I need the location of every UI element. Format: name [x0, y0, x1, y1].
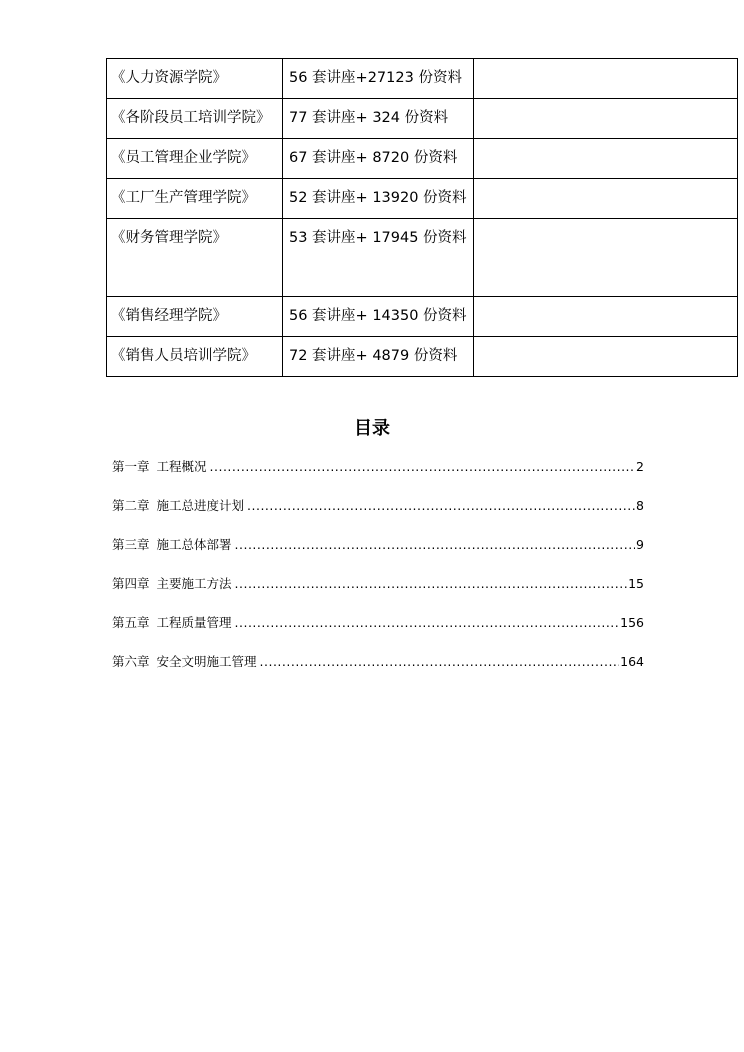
course-name-cell: 《财务管理学院》: [107, 219, 283, 297]
toc-chapter-title: 施工总进度计划: [156, 498, 245, 513]
course-name-cell: 《销售经理学院》: [107, 297, 283, 337]
catalog-table: [106, 58, 738, 377]
toc-entry-2[interactable]: [112, 497, 644, 536]
toc-page-number: 156: [620, 615, 644, 630]
toc-entry-6[interactable]: [112, 653, 644, 692]
toc-chapter-number: 第六章: [112, 654, 150, 669]
course-note-cell: [474, 337, 738, 377]
toc-page-number: 9: [636, 537, 644, 552]
toc-entry-3[interactable]: [112, 536, 644, 575]
table-row: [107, 59, 738, 99]
toc-entry-5[interactable]: [112, 614, 644, 653]
toc-chapter-title: 主要施工方法: [156, 576, 232, 591]
toc-chapter-number: 第四章: [112, 576, 150, 591]
toc-chapter-number: 第三章: [112, 537, 150, 552]
course-content-cell: 72 套讲座+ 4879 份资料: [283, 337, 474, 377]
course-note-cell: [474, 139, 738, 179]
toc-chapter-title: 工程概况: [156, 459, 207, 474]
table-row: [107, 297, 738, 337]
course-note-cell: [474, 99, 738, 139]
toc-leader-dots: [235, 575, 628, 593]
course-name-cell: 《销售人员培训学院》: [107, 337, 283, 377]
course-content-cell: 67 套讲座+ 8720 份资料: [283, 139, 474, 179]
course-name-cell: 《各阶段员工培训学院》: [107, 99, 283, 139]
course-content-cell: 52 套讲座+ 13920 份资料: [283, 179, 474, 219]
toc-entry-1[interactable]: [112, 458, 644, 497]
table-row: [107, 219, 738, 297]
toc-page-number: 2: [636, 459, 644, 474]
course-content-cell: 56 套讲座+ 14350 份资料: [283, 297, 474, 337]
toc-chapter-title: 工程质量管理: [156, 615, 232, 630]
course-note-cell: [474, 179, 738, 219]
course-content-cell: 77 套讲座+ 324 份资料: [283, 99, 474, 139]
table-row: [107, 179, 738, 219]
course-name-cell: 《人力资源学院》: [107, 59, 283, 99]
toc-leader-dots: [260, 653, 620, 671]
course-note-cell: [474, 59, 738, 99]
toc-chapter-title: 安全文明施工管理: [156, 654, 257, 669]
toc-chapter-title: 施工总体部署: [156, 537, 232, 552]
toc-page-number: 164: [620, 654, 644, 669]
toc-list: [112, 458, 644, 692]
course-name-cell: 《工厂生产管理学院》: [107, 179, 283, 219]
toc-chapter-number: 第一章: [112, 459, 150, 474]
toc-title: 目录: [354, 418, 390, 439]
toc-leader-dots: [235, 614, 620, 632]
course-name-cell: 《员工管理企业学院》: [107, 139, 283, 179]
course-content-cell: 53 套讲座+ 17945 份资料: [283, 219, 474, 297]
toc-page-number: 8: [636, 498, 644, 513]
toc-entry-4[interactable]: [112, 575, 644, 614]
course-note-cell: [474, 297, 738, 337]
course-note-cell: [474, 219, 738, 297]
toc-leader-dots: [235, 536, 636, 554]
toc-chapter-number: 第五章: [112, 615, 150, 630]
toc-leader-dots: [247, 497, 635, 515]
table-row: [107, 139, 738, 179]
table-row: [107, 99, 738, 139]
toc-page-number: 15: [628, 576, 644, 591]
toc-chapter-number: 第二章: [112, 498, 150, 513]
table-row: [107, 337, 738, 377]
course-content-cell: 56 套讲座+27123 份资料: [283, 59, 474, 99]
toc-leader-dots: [210, 458, 636, 476]
